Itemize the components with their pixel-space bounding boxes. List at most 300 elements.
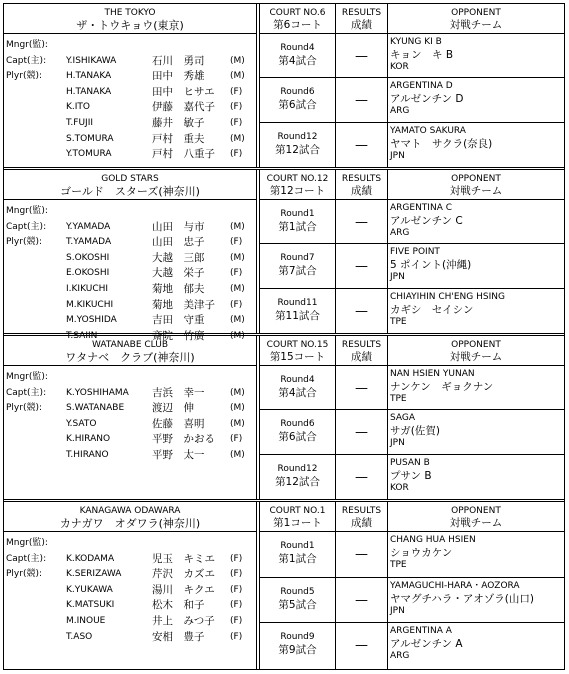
- opponent-name-en: FIVE POINT: [390, 247, 440, 258]
- round-jp: 第1試合: [278, 221, 317, 233]
- result-value: —: [355, 638, 368, 654]
- member-name-en: T.ASO: [66, 631, 93, 642]
- roster-row: [4, 235, 256, 251]
- results-label-en: RESULTS: [341, 174, 382, 184]
- opponent-cell: [388, 455, 564, 499]
- roster-row: [4, 417, 256, 433]
- team-block: [4, 336, 564, 499]
- result-value: —: [355, 425, 368, 441]
- team-section: [4, 4, 256, 167]
- result-cell: [336, 455, 387, 499]
- results-column: [336, 336, 388, 499]
- roster-row: [4, 69, 256, 85]
- team-name-en: THE TOKYO: [104, 8, 156, 18]
- roster-row: [4, 38, 256, 54]
- opponent-country: ARG: [390, 106, 410, 117]
- result-cell: [336, 34, 387, 78]
- member-name-en: K.MATSUKI: [66, 600, 115, 611]
- result-cell: [336, 123, 387, 167]
- opponent-column: [388, 4, 564, 167]
- member-name-en: T.YAMADA: [66, 237, 112, 248]
- court-header: [260, 4, 335, 34]
- match-schedule: [260, 4, 564, 167]
- court-number-en: COURT NO.15: [266, 340, 329, 350]
- roster-row: [4, 598, 256, 614]
- result-value: —: [355, 93, 368, 109]
- round-cell: [260, 200, 335, 244]
- member-name-en: Y.TOMURA: [66, 149, 112, 160]
- member-role: Capt(主):: [6, 387, 47, 398]
- court-header: [260, 502, 335, 532]
- opponent-country: TPE: [390, 394, 407, 404]
- round-en: Round9: [280, 632, 315, 643]
- roster-row: [4, 251, 256, 267]
- roster: [4, 34, 256, 163]
- member-name-en: K.ITO: [66, 102, 90, 113]
- member-gender: (F): [230, 237, 243, 248]
- result-cell: [336, 532, 387, 578]
- round-jp: 第6試合: [278, 99, 317, 112]
- opponent-country: KOR: [390, 482, 409, 493]
- roster-row: [4, 282, 256, 298]
- member-gender: (F): [230, 149, 243, 160]
- member-gender: (F): [230, 600, 243, 611]
- opponent-name-jp: アルゼンチン C: [390, 215, 463, 227]
- team-header: [4, 4, 256, 34]
- results-label-jp: 成績: [351, 351, 372, 363]
- member-gender: (M): [230, 221, 245, 232]
- round-cell: [260, 410, 335, 454]
- opponent-name-en: SAGA: [390, 413, 416, 424]
- member-name-jp: 戸村 八重子: [152, 148, 215, 161]
- roster-row: [4, 432, 256, 448]
- member-role: Capt(主):: [6, 553, 47, 564]
- court-number-en: COURT NO.6: [269, 8, 326, 18]
- team-header: [4, 170, 256, 200]
- opponent-country: KOR: [390, 62, 409, 72]
- opponent-country: JPN: [390, 150, 405, 161]
- round-cell: [260, 623, 335, 669]
- opponent-label-jp: 対戦チーム: [449, 351, 503, 363]
- member-gender: (M): [230, 418, 245, 429]
- opponent-cell: [388, 200, 564, 244]
- member-name-en: K.YOSHIHAMA: [66, 387, 129, 398]
- round-jp: 第11試合: [275, 309, 320, 322]
- opponent-cell: [388, 410, 564, 454]
- member-name-en: I.KIKUCHI: [66, 283, 109, 294]
- round-cell: [260, 289, 335, 333]
- member-name-jp: 山田 忠子: [152, 236, 205, 249]
- member-gender: (M): [230, 403, 245, 414]
- round-cell: [260, 34, 335, 78]
- opponent-country: JPN: [390, 438, 405, 449]
- court-column: [260, 170, 336, 333]
- round-en: Round7: [280, 253, 315, 264]
- round-cell: [260, 455, 335, 499]
- opponent-name-jp: ヤマト サクラ(奈良): [390, 137, 493, 150]
- roster-row: [4, 552, 256, 568]
- member-name-en: K.YUKAWA: [66, 584, 113, 595]
- round-jp: 第9試合: [278, 644, 317, 657]
- opponent-name-jp: アルゼンチン A: [390, 638, 463, 651]
- member-name-jp: 児玉 キミエ: [152, 552, 215, 565]
- opponent-header: [388, 170, 564, 200]
- results-label-jp: 成績: [351, 517, 372, 529]
- member-role: Plyr(競):: [6, 237, 43, 248]
- result-value: —: [355, 49, 368, 64]
- member-name-en: E.OKOSHI: [66, 268, 110, 279]
- opponent-cell: [388, 34, 564, 78]
- round-jp: 第12試合: [275, 143, 320, 156]
- roster: [4, 366, 256, 464]
- member-name-en: T.HIRANO: [66, 449, 109, 460]
- member-name-jp: 吉浜 幸一: [152, 386, 205, 399]
- opponent-country: JPN: [390, 605, 405, 616]
- roster-row: [4, 204, 256, 220]
- member-role: Mngr(監):: [6, 206, 48, 216]
- member-gender: (F): [230, 615, 243, 626]
- member-gender: (F): [230, 102, 243, 113]
- member-name-jp: 田中 秀雄: [152, 70, 205, 83]
- member-name-jp: 斎院 竹廣: [152, 329, 205, 342]
- round-en: Round5: [280, 586, 315, 597]
- team-name-en: GOLD STARS: [101, 174, 159, 184]
- roster: [4, 200, 256, 344]
- roster-row: [4, 85, 256, 101]
- result-cell: [336, 578, 387, 624]
- roster-row: [4, 583, 256, 599]
- opponent-label-en: OPPONENT: [451, 340, 501, 350]
- team-block: [4, 502, 564, 669]
- member-name-jp: 湯川 キクエ: [152, 583, 215, 596]
- opponent-name-en: ARGENTINA A: [390, 626, 452, 637]
- member-gender: (M): [230, 387, 245, 398]
- member-name-jp: 渡辺 伸: [152, 402, 194, 415]
- results-header: [336, 502, 387, 532]
- schedule-sheet: [3, 3, 565, 670]
- team-name-jp: ザ・トウキョウ(東京): [76, 19, 184, 32]
- member-name-jp: 菊地 美津子: [152, 298, 215, 311]
- opponent-label-en: OPPONENT: [451, 8, 501, 18]
- opponent-country: TPE: [390, 560, 407, 570]
- roster-row: [4, 630, 256, 646]
- member-name-en: K.KODAMA: [66, 553, 115, 564]
- member-name-jp: 芹沢 カズエ: [152, 568, 215, 581]
- member-name-jp: 大越 三郎: [152, 251, 205, 264]
- member-name-en: T.SAIIN: [66, 330, 98, 341]
- member-name-en: K.SERIZAWA: [66, 569, 122, 580]
- roster-row: [4, 147, 256, 163]
- result-cell: [336, 78, 387, 122]
- member-gender: (M): [230, 55, 245, 66]
- member-role: Plyr(競):: [6, 569, 43, 580]
- member-gender: (M): [230, 283, 245, 294]
- member-gender: (F): [230, 299, 243, 310]
- opponent-name-en: YAMATO SAKURA: [390, 125, 466, 136]
- member-name-jp: 安相 豊子: [152, 630, 205, 643]
- opponent-name-jp: ナンケン ギョクナン: [390, 381, 494, 393]
- member-name-jp: 吉田 守重: [152, 314, 205, 327]
- member-name-en: S.WATANABE: [66, 403, 125, 414]
- member-gender: (F): [230, 86, 243, 97]
- member-gender: (F): [230, 584, 243, 595]
- court-number-jp: 第15コート: [269, 351, 326, 363]
- court-column: [260, 336, 336, 499]
- opponent-cell: [388, 578, 564, 624]
- member-name-en: H.TANAKA: [66, 86, 112, 97]
- member-role: Mngr(監):: [6, 538, 48, 548]
- opponent-name-en: CHIAYIHIN CH'ENG HSING: [390, 291, 505, 302]
- opponent-header: [388, 502, 564, 532]
- opponent-country: ARG: [390, 228, 410, 238]
- opponent-name-en: KYUNG KI B: [390, 37, 442, 47]
- round-en: Round12: [277, 463, 318, 474]
- round-cell: [260, 244, 335, 288]
- round-en: Round4: [280, 43, 315, 53]
- result-cell: [336, 244, 387, 288]
- member-name-jp: 佐藤 喜明: [152, 417, 205, 430]
- member-role: Plyr(競):: [6, 71, 43, 82]
- member-role: Capt(主):: [6, 221, 47, 232]
- team-section: [4, 502, 256, 669]
- opponent-name-jp: カギシ セイシン: [390, 303, 474, 316]
- member-role: Mngr(監):: [6, 40, 48, 50]
- team-section: [4, 336, 256, 499]
- member-role: Capt(主):: [6, 55, 47, 66]
- member-name-jp: 井上 みつ子: [152, 614, 215, 627]
- member-name-jp: 伊藤 嘉代子: [152, 101, 215, 114]
- round-cell: [260, 578, 335, 624]
- results-header: [336, 170, 387, 200]
- match-schedule: [260, 502, 564, 669]
- results-column: [336, 502, 388, 669]
- member-name-en: M.YOSHIDA: [66, 315, 117, 326]
- opponent-name-en: ARGENTINA D: [390, 81, 453, 92]
- member-gender: (F): [230, 631, 243, 642]
- round-en: Round6: [280, 419, 315, 430]
- member-gender: (F): [230, 117, 243, 128]
- roster-row: [4, 614, 256, 630]
- opponent-country: ARG: [390, 651, 410, 662]
- opponent-name-jp: ショウカケン: [390, 547, 453, 559]
- opponent-name-jp: キョン キ B: [390, 49, 454, 61]
- member-name-jp: 藤井 敏子: [152, 116, 205, 129]
- member-name-jp: 大越 栄子: [152, 267, 205, 280]
- team-name-jp: ゴールド スターズ(神奈川): [60, 185, 200, 198]
- opponent-name-jp: プサン B: [390, 469, 432, 482]
- results-label-en: RESULTS: [341, 340, 382, 350]
- member-name-en: T.FUJII: [66, 117, 94, 128]
- member-gender: (F): [230, 434, 243, 445]
- roster: [4, 532, 256, 645]
- member-role: Plyr(競):: [6, 403, 43, 414]
- opponent-name-jp: サガ(佐賀): [390, 425, 440, 438]
- round-jp: 第1試合: [278, 553, 317, 565]
- roster-row: [4, 313, 256, 329]
- result-cell: [336, 623, 387, 669]
- opponent-cell: [388, 532, 564, 578]
- opponent-label-en: OPPONENT: [451, 174, 501, 184]
- court-column: [260, 4, 336, 167]
- roster-row: [4, 266, 256, 282]
- opponent-cell: [388, 623, 564, 669]
- member-name-en: M.KIKUCHI: [66, 299, 114, 310]
- member-gender: (M): [230, 252, 245, 263]
- court-header: [260, 336, 335, 366]
- opponent-cell: [388, 244, 564, 288]
- member-gender: (M): [230, 330, 245, 341]
- team-header: [4, 336, 256, 366]
- team-block: [4, 170, 564, 342]
- round-jp: 第12試合: [275, 475, 320, 488]
- results-label-jp: 成績: [351, 19, 372, 31]
- results-label-en: RESULTS: [341, 506, 382, 516]
- round-en: Round1: [280, 541, 315, 551]
- match-schedule: [260, 170, 564, 333]
- member-name-en: M.INOUE: [66, 615, 106, 626]
- opponent-name-jp: アルゼンチン D: [390, 93, 464, 106]
- results-column: [336, 170, 388, 333]
- court-number-en: COURT NO.12: [266, 174, 329, 184]
- opponent-label-en: OPPONENT: [451, 506, 501, 516]
- member-name-en: K.HIRANO: [66, 434, 111, 445]
- match-schedule: [260, 336, 564, 499]
- result-cell: [336, 410, 387, 454]
- roster-row: [4, 370, 256, 386]
- result-value: —: [355, 592, 368, 608]
- opponent-name-jp: 5 ポイント(沖縄): [390, 259, 472, 272]
- member-name-en: H.TANAKA: [66, 71, 112, 82]
- member-gender: (M): [230, 133, 245, 144]
- round-jp: 第7試合: [278, 265, 317, 278]
- opponent-cell: [388, 366, 564, 410]
- round-en: Round12: [277, 131, 318, 142]
- opponent-cell: [388, 78, 564, 122]
- result-cell: [336, 366, 387, 410]
- roster-row: [4, 116, 256, 132]
- result-value: —: [355, 381, 368, 396]
- member-name-en: Y.ISHIKAWA: [66, 55, 117, 66]
- opponent-label-jp: 対戦チーム: [449, 185, 503, 197]
- opponent-column: [388, 336, 564, 499]
- roster-row: [4, 567, 256, 583]
- round-jp: 第5試合: [278, 598, 317, 611]
- result-cell: [336, 289, 387, 333]
- team-header: [4, 502, 256, 532]
- member-gender: (M): [230, 315, 245, 326]
- team-name-en: KANAGAWA ODAWARA: [79, 506, 181, 516]
- results-label-jp: 成績: [351, 185, 372, 197]
- round-cell: [260, 78, 335, 122]
- opponent-label-jp: 対戦チーム: [449, 19, 503, 31]
- round-en: Round4: [280, 375, 315, 385]
- member-name-en: Y.SATO: [66, 418, 97, 429]
- results-column: [336, 4, 388, 167]
- opponent-column: [388, 502, 564, 669]
- member-name-jp: 田中 ヒサエ: [152, 85, 215, 98]
- team-section: [4, 170, 256, 342]
- member-name-en: Y.YAMADA: [66, 221, 111, 232]
- opponent-name-en: ARGENTINA C: [390, 203, 452, 213]
- result-value: —: [355, 259, 368, 275]
- roster-row: [4, 298, 256, 314]
- round-cell: [260, 532, 335, 578]
- round-jp: 第4試合: [278, 55, 317, 67]
- member-name-jp: 戸村 重夫: [152, 132, 205, 145]
- court-number-jp: 第6コート: [273, 19, 322, 31]
- court-header: [260, 170, 335, 200]
- round-en: Round6: [280, 87, 315, 98]
- member-name-jp: 松木 和子: [152, 599, 205, 612]
- member-role: Mngr(監):: [6, 372, 48, 382]
- member-gender: (F): [230, 569, 243, 580]
- opponent-name-jp: ヤマグチハラ・アオゾラ(山口): [390, 592, 534, 605]
- member-name-en: S.TOMURA: [66, 133, 114, 144]
- member-name-jp: 平野 かおる: [152, 433, 215, 446]
- opponent-name-en: PUSAN B: [390, 457, 430, 468]
- round-cell: [260, 123, 335, 167]
- opponent-name-en: CHANG HUA HSIEN: [390, 535, 476, 545]
- opponent-name-en: YAMAGUCHI-HARA・AOZORA: [390, 580, 520, 591]
- opponent-cell: [388, 289, 564, 333]
- member-name-jp: 石川 勇司: [152, 54, 205, 67]
- member-name-jp: 山田 与市: [152, 220, 205, 233]
- roster-row: [4, 536, 256, 552]
- result-value: —: [355, 303, 368, 319]
- member-name-en: S.OKOSHI: [66, 252, 110, 263]
- results-header: [336, 4, 387, 34]
- result-value: —: [355, 469, 368, 485]
- opponent-country: TPE: [390, 316, 407, 327]
- roster-row: [4, 448, 256, 464]
- court-number-jp: 第1コート: [273, 517, 322, 529]
- member-gender: (F): [230, 553, 243, 564]
- opponent-country: JPN: [390, 272, 405, 283]
- round-jp: 第6試合: [278, 431, 317, 444]
- round-en: Round1: [280, 209, 315, 219]
- round-en: Round11: [277, 297, 318, 308]
- team-name-jp: ワタナベ クラブ(神奈川): [65, 351, 195, 364]
- team-name-en: WATANABE CLUB: [91, 340, 169, 350]
- round-cell: [260, 366, 335, 410]
- roster-row: [4, 386, 256, 402]
- result-cell: [336, 200, 387, 244]
- member-gender: (M): [230, 449, 245, 460]
- roster-row: [4, 54, 256, 70]
- court-number-en: COURT NO.1: [269, 506, 326, 516]
- results-header: [336, 336, 387, 366]
- opponent-name-en: NAN HSIEN YUNAN: [390, 369, 475, 379]
- results-label-en: RESULTS: [341, 8, 382, 18]
- opponent-header: [388, 336, 564, 366]
- result-value: —: [355, 137, 368, 153]
- team-block: [4, 4, 564, 167]
- opponent-label-jp: 対戦チーム: [449, 517, 503, 529]
- roster-row: [4, 401, 256, 417]
- member-name-jp: 菊地 郁夫: [152, 282, 205, 295]
- member-name-jp: 平野 太一: [152, 448, 205, 461]
- opponent-cell: [388, 123, 564, 167]
- court-column: [260, 502, 336, 669]
- roster-row: [4, 132, 256, 148]
- opponent-column: [388, 170, 564, 333]
- round-jp: 第4試合: [278, 387, 317, 399]
- member-gender: (M): [230, 71, 245, 82]
- court-number-jp: 第12コート: [269, 185, 326, 197]
- opponent-header: [388, 4, 564, 34]
- roster-row: [4, 100, 256, 116]
- roster-row: [4, 220, 256, 236]
